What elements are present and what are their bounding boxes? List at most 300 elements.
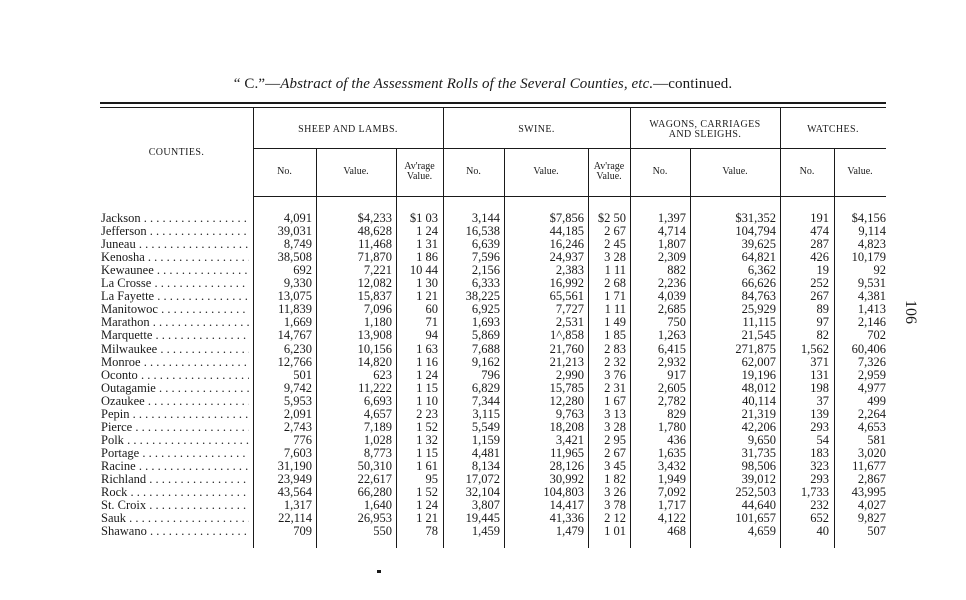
cell-wag-no: 1,807 — [657, 237, 686, 252]
cell-swine-avg: 3 28 — [604, 419, 626, 434]
county-name: Racine . . . — [101, 460, 249, 473]
cell-wag-no: 829 — [667, 406, 686, 421]
wagons-header-line2: AND SLEIGHS. — [668, 129, 742, 140]
cell-swine-no: 17,072 — [465, 472, 500, 486]
cell-sheep-val: 50,310 — [357, 458, 392, 473]
cell-sheep-val: 7,189 — [363, 419, 392, 434]
cell-sheep-avg: 1 52 — [416, 419, 438, 434]
cell-sheep-no: 13,075 — [277, 289, 312, 304]
cell-watch-val: 9,114 — [858, 224, 886, 239]
table-row — [0, 356, 966, 369]
cell-swine-no: 3,807 — [471, 498, 500, 513]
cell-wag-no: 436 — [667, 432, 686, 447]
cell-swine-no: 3,115 — [472, 406, 500, 421]
cell-wag-no: 4,714 — [657, 224, 686, 239]
cell-wag-no: 1,949 — [657, 472, 686, 486]
cell-sheep-no: 31,190 — [277, 458, 312, 473]
cell-watch-val: 9,531 — [857, 276, 886, 291]
cell-swine-avg: 3 76 — [604, 367, 626, 382]
cell-swine-avg: 1 71 — [604, 289, 626, 304]
cell-swine-no: 6,333 — [471, 276, 500, 291]
swine-no-header: No. — [466, 166, 481, 177]
cell-sheep-no: 692 — [293, 263, 312, 278]
cell-sheep-no: 1,317 — [283, 498, 312, 513]
county-name: Monroe . . . — [101, 356, 249, 369]
page-title — [0, 76, 966, 93]
cell-sheep-val: 26,953 — [357, 511, 392, 526]
cell-swine-val: 7,727 — [555, 302, 584, 317]
cell-swine-avg: 1 67 — [604, 393, 626, 408]
cell-sheep-avg: 1 61 — [416, 458, 438, 473]
table-row — [0, 212, 966, 225]
cell-sheep-avg: 1 24 — [416, 498, 438, 513]
cell-sheep-avg: 1 15 — [416, 445, 438, 460]
table-row — [0, 316, 966, 329]
cell-swine-avg: 1 85 — [604, 328, 626, 343]
cell-sheep-val: 6,693 — [363, 393, 392, 408]
cell-swine-avg: 3 78 — [604, 498, 626, 513]
cell-wag-no: 3,432 — [657, 458, 686, 473]
cell-sheep-avg: 94 — [425, 328, 438, 343]
watches-header: WATCHES. — [807, 124, 859, 135]
cell-swine-no: 1,459 — [471, 524, 500, 539]
cell-swine-val: 15,785 — [549, 380, 584, 395]
cell-watch-val: 2,867 — [857, 472, 886, 486]
county-name: St. Croix . . . — [101, 499, 249, 512]
cell-swine-val: 30,992 — [549, 472, 584, 486]
wagons-header-line1: WAGONS, CARRIAGES — [649, 119, 761, 130]
cell-watch-no: 1,562 — [800, 341, 829, 356]
cell-swine-no: 19,445 — [465, 511, 500, 526]
cell-swine-avg: $2 50 — [597, 211, 626, 225]
cell-watch-no: 474 — [810, 224, 829, 239]
cell-watch-no: 183 — [810, 445, 829, 460]
cell-wag-val: 21,545 — [741, 328, 776, 343]
cell-sheep-val: 1,640 — [363, 498, 392, 513]
cell-swine-avg: 2 95 — [604, 432, 626, 447]
cell-swine-avg: 2 32 — [604, 354, 626, 369]
cell-watch-no: 131 — [810, 367, 829, 382]
cell-sheep-val: 48,628 — [357, 224, 392, 239]
cell-sheep-val: 66,280 — [357, 485, 392, 500]
cell-wag-no: 2,782 — [657, 393, 686, 408]
cell-wag-no: 1,263 — [657, 328, 686, 343]
cell-wag-val: 9,650 — [747, 432, 776, 447]
cell-swine-avg: 3 45 — [604, 458, 626, 473]
cell-watch-no: 40 — [816, 524, 829, 539]
county-name: Marathon . . . — [101, 316, 249, 329]
cell-watch-no: 232 — [810, 498, 829, 513]
cell-wag-no: 2,236 — [657, 276, 686, 291]
cell-wag-no: 2,932 — [657, 354, 686, 369]
cell-swine-val: 2,531 — [555, 315, 584, 330]
cell-watch-val: 92 — [873, 263, 886, 278]
table-row — [0, 238, 966, 251]
cell-wag-val: 31,735 — [741, 445, 776, 460]
title-italic: Abstract of the Assessment Rolls of the Several Counties, etc. — [280, 76, 654, 92]
cell-swine-val: 28,126 — [549, 458, 584, 473]
county-name: Juneau . . . — [101, 238, 249, 251]
cell-watch-no: 293 — [810, 472, 829, 486]
county-name: La Fayette . . . — [101, 290, 249, 303]
cell-watch-no: 252 — [810, 276, 829, 291]
cell-wag-val: 39,625 — [741, 237, 776, 252]
cell-sheep-no: 22,114 — [278, 511, 312, 526]
cell-watch-no: 287 — [810, 237, 829, 252]
header-rule-thick — [100, 102, 886, 104]
cell-sheep-val: $4,233 — [357, 211, 392, 225]
county-name: La Crosse . . . — [101, 277, 249, 290]
cell-sheep-avg: 1 30 — [416, 276, 438, 291]
cell-swine-no: 32,104 — [465, 485, 500, 500]
wagons-no-header: No. — [652, 166, 668, 177]
header-rule-thin — [100, 107, 886, 108]
cell-watch-no: 89 — [816, 302, 829, 317]
cell-swine-no: 5,869 — [471, 328, 500, 343]
cell-watch-no: 139 — [810, 406, 829, 421]
cell-sheep-val: 8,773 — [363, 445, 392, 460]
cell-watch-val: 499 — [867, 393, 886, 408]
cell-wag-val: 25,929 — [741, 302, 776, 317]
cell-watch-val: 9,827 — [857, 511, 886, 526]
cell-watch-val: 10,179 — [851, 250, 886, 265]
cell-wag-no: 468 — [667, 524, 686, 539]
cell-swine-avg: 2 45 — [604, 237, 626, 252]
cell-sheep-val: 7,096 — [363, 302, 392, 317]
cell-swine-val: 12,280 — [549, 393, 584, 408]
county-name: Rock . . . — [101, 486, 249, 499]
cell-sheep-no: 14,767 — [277, 328, 312, 343]
cell-sheep-no: 12,766 — [277, 354, 312, 369]
cell-watch-val: 4,653 — [857, 419, 886, 434]
cell-swine-no: 4,481 — [471, 445, 500, 460]
cell-watch-val: 3,020 — [857, 445, 886, 460]
cell-swine-no: 5,549 — [471, 419, 500, 434]
cell-watch-val: 11,677 — [852, 458, 886, 473]
cell-sheep-no: 5,953 — [283, 393, 312, 408]
cell-sheep-val: 11,222 — [358, 380, 392, 395]
cell-sheep-no: 8,749 — [283, 237, 312, 252]
cell-watch-no: 426 — [810, 250, 829, 265]
cell-swine-avg: 1 11 — [604, 263, 626, 278]
cell-wag-no: 2,685 — [657, 302, 686, 317]
cell-swine-val: 9,763 — [555, 406, 584, 421]
table-row — [0, 225, 966, 238]
avg-line2: Value. — [596, 171, 622, 182]
page-number: 106 — [902, 300, 919, 324]
cell-watch-no: 1,733 — [800, 485, 829, 500]
cell-sheep-avg: $1 03 — [409, 211, 438, 225]
cell-sheep-avg: 1 86 — [416, 250, 438, 265]
cell-sheep-no: 9,742 — [283, 380, 312, 395]
cell-watch-val: 7,326 — [857, 354, 886, 369]
county-name: Marquette . . . — [101, 329, 249, 342]
title-suffix: —continued. — [653, 76, 733, 92]
cell-watch-val: 43,995 — [851, 485, 886, 500]
cell-wag-val: 66,626 — [741, 276, 776, 291]
cell-swine-avg: 2 67 — [604, 445, 626, 460]
cell-watch-val: 507 — [867, 524, 886, 539]
cell-sheep-val: 15,837 — [357, 289, 392, 304]
cell-wag-no: 6,415 — [657, 341, 686, 356]
cell-swine-avg: 3 26 — [604, 485, 626, 500]
cell-watch-val: 702 — [867, 328, 886, 343]
cell-watch-val: 2,264 — [857, 406, 886, 421]
cell-sheep-val: 12,082 — [357, 276, 392, 291]
cell-sheep-no: 43,564 — [277, 485, 312, 500]
table-row — [0, 369, 966, 382]
table-row — [0, 486, 966, 499]
table-row — [0, 421, 966, 434]
cell-sheep-avg: 1 32 — [416, 432, 438, 447]
cell-wag-no: 1,397 — [657, 211, 686, 225]
cell-sheep-val: 1,028 — [363, 432, 392, 447]
cell-swine-no: 7,596 — [471, 250, 500, 265]
cell-watch-val: 4,027 — [857, 498, 886, 513]
cell-sheep-val: 1,180 — [363, 315, 392, 330]
cell-swine-avg: 2 31 — [604, 380, 626, 395]
cell-swine-avg: 3 13 — [604, 406, 626, 421]
cell-watch-no: 267 — [810, 289, 829, 304]
cell-sheep-val: 10,156 — [357, 341, 392, 356]
county-name: Jefferson . . . — [101, 225, 249, 238]
watches-no-header: No. — [799, 166, 815, 177]
table-row — [0, 408, 966, 421]
sheep-header: SHEEP AND LAMBS. — [298, 124, 398, 135]
cell-swine-no: 6,925 — [471, 302, 500, 317]
cell-wag-val: 44,640 — [741, 498, 776, 513]
cell-swine-avg: 2 67 — [604, 224, 626, 239]
cell-wag-no: 1,717 — [657, 498, 686, 513]
cell-wag-val: 21,319 — [741, 406, 776, 421]
sheep-no-header: No. — [277, 166, 292, 177]
cell-swine-avg: 3 28 — [604, 250, 626, 265]
cell-swine-no: 1,159 — [471, 432, 500, 447]
cell-sheep-no: 2,743 — [283, 419, 312, 434]
county-name: Jackson . . . — [101, 212, 249, 225]
cell-sheep-avg: 1 31 — [416, 237, 438, 252]
cell-swine-avg: 1 49 — [604, 315, 626, 330]
cell-swine-avg: 2 12 — [604, 511, 626, 526]
county-name: Kenosha . . . — [101, 251, 249, 264]
cell-wag-val: 19,196 — [741, 367, 776, 382]
watches-value-header: Value. — [847, 166, 873, 177]
cell-swine-val: 104,803 — [543, 485, 584, 500]
cell-watch-no: 54 — [816, 432, 829, 447]
cell-watch-no: 37 — [816, 393, 829, 408]
cell-wag-no: 1,780 — [657, 419, 686, 434]
cell-swine-no: 7,344 — [471, 393, 500, 408]
cell-wag-val: 6,362 — [747, 263, 776, 278]
cell-sheep-no: 1,669 — [283, 315, 312, 330]
cell-watch-val: 60,406 — [851, 341, 886, 356]
cell-swine-no: 2,156 — [471, 263, 500, 278]
cell-swine-val: 21,213 — [549, 354, 584, 369]
cell-swine-val: 18,208 — [549, 419, 584, 434]
table-row — [0, 303, 966, 316]
cell-sheep-val: 13,908 — [357, 328, 392, 343]
table-row — [0, 264, 966, 277]
cell-sheep-no: 39,031 — [277, 224, 312, 239]
cell-sheep-no: 38,508 — [277, 250, 312, 265]
cell-watch-val: 581 — [867, 432, 886, 447]
cell-swine-avg: 1 01 — [604, 524, 626, 539]
cell-swine-no: 3,144 — [471, 211, 500, 225]
cell-swine-val: 41,336 — [549, 511, 584, 526]
wagons-header — [630, 120, 780, 140]
cell-sheep-avg: 1 24 — [416, 367, 438, 382]
cell-swine-val: 21,760 — [549, 341, 584, 356]
cell-sheep-avg: 60 — [425, 302, 438, 317]
county-name: Outagamie . . . — [101, 382, 249, 395]
cell-wag-val: 84,763 — [741, 289, 776, 304]
group-header-rule — [253, 148, 886, 149]
cell-swine-val: 1,479 — [555, 524, 584, 539]
table-row — [0, 343, 966, 356]
cell-sheep-val: 22,617 — [357, 472, 392, 486]
cell-sheep-avg: 71 — [425, 315, 438, 330]
cell-wag-val: 252,503 — [735, 485, 776, 500]
cell-wag-val: 271,875 — [735, 341, 776, 356]
cell-sheep-avg: 1 10 — [416, 393, 438, 408]
table-row — [0, 473, 966, 486]
cell-swine-val: 3,421 — [555, 432, 584, 447]
cell-sheep-avg: 1 63 — [416, 341, 438, 356]
cell-sheep-no: 9,330 — [283, 276, 312, 291]
cell-wag-no: 2,605 — [657, 380, 686, 395]
cell-watch-no: 323 — [810, 458, 829, 473]
cell-watch-val: 2,959 — [857, 367, 886, 382]
cell-sheep-no: 709 — [293, 524, 312, 539]
county-name: Shawano . . . — [101, 525, 249, 538]
avg-line1: Av'rage — [593, 161, 625, 172]
cell-swine-val: 65,561 — [549, 289, 584, 304]
cell-sheep-val: 14,820 — [357, 354, 392, 369]
cell-swine-avg: 2 83 — [604, 341, 626, 356]
cell-sheep-avg: 1 21 — [416, 511, 438, 526]
table-row — [0, 499, 966, 512]
cell-swine-no: 16,538 — [465, 224, 500, 239]
cell-wag-val: 62,007 — [741, 354, 776, 369]
table-row — [0, 395, 966, 408]
cell-wag-val: $31,352 — [735, 211, 776, 225]
county-name: Milwaukee . . . — [101, 343, 249, 356]
sheep-value-header: Value. — [343, 166, 369, 177]
table-row — [0, 251, 966, 264]
cell-sheep-no: 4,091 — [283, 211, 312, 225]
cell-sheep-no: 7,603 — [283, 445, 312, 460]
cell-swine-no: 7,688 — [471, 341, 500, 356]
cell-sheep-avg: 78 — [425, 524, 438, 539]
cell-sheep-val: 550 — [373, 524, 392, 539]
cell-swine-val: 16,992 — [549, 276, 584, 291]
cell-wag-val: 101,657 — [735, 511, 776, 526]
cell-wag-val: 98,506 — [741, 458, 776, 473]
cell-wag-val: 39,012 — [741, 472, 776, 486]
cell-swine-val: 2,990 — [555, 367, 584, 382]
wagons-value-header: Value. — [722, 166, 748, 177]
cell-wag-val: 40,114 — [742, 393, 776, 408]
cell-swine-no: 796 — [481, 367, 500, 382]
cell-swine-avg: 2 68 — [604, 276, 626, 291]
cell-watch-no: 19 — [816, 263, 829, 278]
cell-sheep-no: 6,230 — [283, 341, 312, 356]
cell-swine-val: 44,185 — [549, 224, 584, 239]
cell-sheep-val: 7,221 — [363, 263, 392, 278]
cell-swine-val: $7,856 — [549, 211, 584, 225]
cell-wag-no: 4,122 — [657, 511, 686, 526]
cell-sheep-val: 11,468 — [358, 237, 392, 252]
counties-header: COUNTIES. — [148, 147, 205, 158]
county-name: Polk . . . — [101, 434, 249, 447]
county-name: Pepin . . . — [101, 408, 249, 421]
cell-wag-no: 917 — [667, 367, 686, 382]
cell-wag-val: 104,794 — [735, 224, 776, 239]
cell-swine-val: 14,417 — [549, 498, 584, 513]
table-row — [0, 460, 966, 473]
cell-watch-val: 4,381 — [857, 289, 886, 304]
cell-wag-no: 882 — [667, 263, 686, 278]
table-row — [0, 329, 966, 342]
sheep-avg-header — [396, 162, 443, 182]
cell-wag-val: 48,012 — [741, 380, 776, 395]
cell-sheep-val: 4,657 — [363, 406, 392, 421]
swine-header: SWINE. — [518, 124, 555, 135]
cell-sheep-no: 2,091 — [283, 406, 312, 421]
cell-swine-no: 1,693 — [471, 315, 500, 330]
cell-swine-no: 9,162 — [471, 354, 500, 369]
cell-watch-val: 4,977 — [857, 380, 886, 395]
cell-swine-val: 2,383 — [555, 263, 584, 278]
cell-watch-no: 293 — [810, 419, 829, 434]
county-name: Portage . . . — [101, 447, 249, 460]
avg-line2: Value. — [406, 171, 433, 182]
subheader-rule — [253, 196, 886, 197]
cell-swine-avg: 1 11 — [604, 302, 626, 317]
county-name: Manitowoc . . . — [101, 303, 249, 316]
cell-watch-no: 191 — [810, 211, 829, 225]
cell-sheep-no: 11,839 — [278, 302, 312, 317]
cell-sheep-avg: 2 23 — [416, 406, 438, 421]
cell-wag-val: 42,206 — [741, 419, 776, 434]
cell-watch-val: 4,823 — [857, 237, 886, 252]
cell-swine-no: 8,134 — [471, 458, 500, 473]
table-row — [0, 525, 966, 538]
county-name: Oconto . . . — [101, 369, 249, 382]
cell-watch-no: 82 — [816, 328, 829, 343]
cell-sheep-val: 71,870 — [357, 250, 392, 265]
cell-watch-val: $4,156 — [851, 211, 886, 225]
table-row — [0, 434, 966, 447]
cell-watch-val: 2,146 — [857, 315, 886, 330]
cell-wag-val: 11,115 — [742, 315, 776, 330]
county-name: Ozaukee . . . — [101, 395, 249, 408]
cell-watch-no: 97 — [816, 315, 829, 330]
county-name: Richland . . . — [101, 473, 249, 486]
county-name: Kewaunee . . . — [101, 264, 249, 277]
cell-sheep-avg: 95 — [425, 472, 438, 486]
cell-swine-val: 16,246 — [549, 237, 584, 252]
table-row — [0, 382, 966, 395]
cell-wag-no: 7,092 — [657, 485, 686, 500]
cell-swine-no: 6,639 — [471, 237, 500, 252]
cell-wag-no: 4,039 — [657, 289, 686, 304]
cell-sheep-avg: 1 15 — [416, 380, 438, 395]
cell-sheep-no: 776 — [293, 432, 312, 447]
cell-sheep-avg: 10 44 — [409, 263, 438, 278]
cell-swine-avg: 1 82 — [604, 472, 626, 486]
cell-watch-no: 652 — [810, 511, 829, 526]
